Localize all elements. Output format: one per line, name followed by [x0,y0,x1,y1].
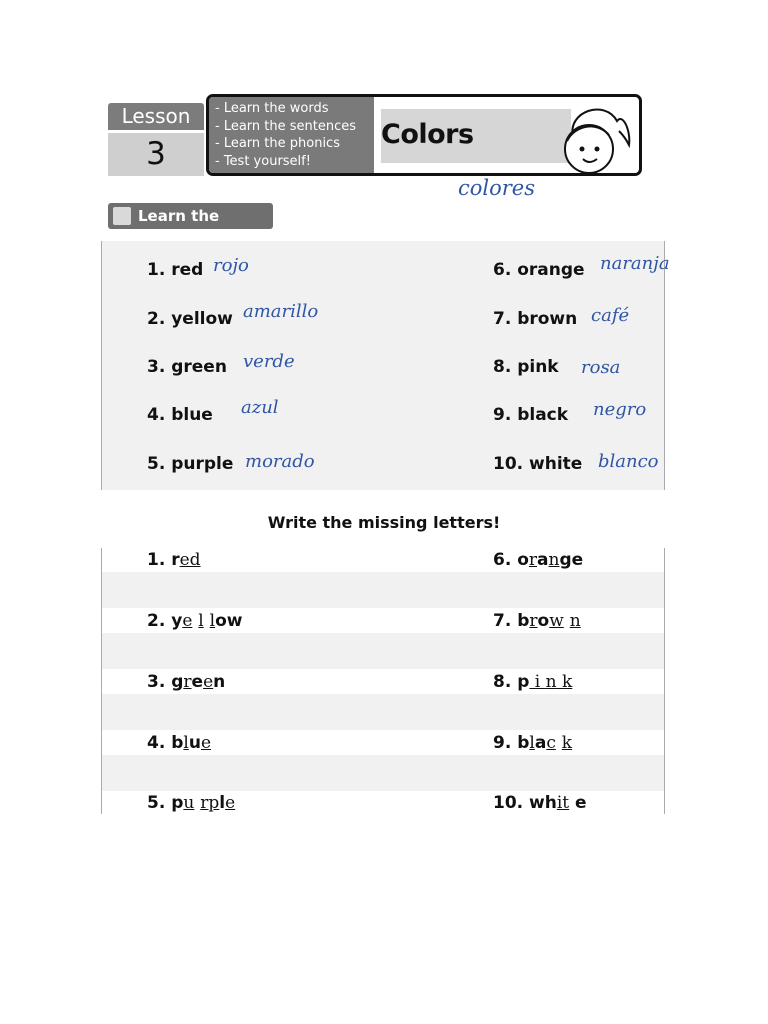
printed-letters: a [534,733,547,753]
filled-letters: k [556,672,573,692]
filled-letters: u [183,793,195,813]
filled-letters: l [198,611,204,631]
filled-letters: r [529,611,538,631]
printed-letters: b [171,733,184,753]
printed-letters: b [517,611,530,631]
word-translation: verde [243,351,295,372]
item-number: 2. [147,611,172,631]
item-number: 8. [493,672,518,692]
missing-letters-item [147,672,225,692]
filled-letters: it [556,793,570,813]
printed-letters: g [171,672,184,692]
filled-letters: k [561,733,573,753]
word-translation: azul [241,397,279,418]
row-band [102,755,664,791]
step-item: - Learn the phonics [215,136,340,151]
printed-letters: o [537,611,550,631]
word-label: 3. green [147,357,227,377]
printed-letters: wh [529,793,557,813]
filled-letters: w [549,611,564,631]
item-number: 10. [493,793,530,813]
filled-letters: e [200,733,211,753]
printed-letters: y [171,611,183,631]
filled-letters: r [183,672,192,692]
missing-letters-item [493,733,572,753]
word-translation: rosa [581,357,621,378]
printed-letters: p [517,672,530,692]
word-label: 1. red [147,260,204,280]
word-label: 5. purple [147,454,234,474]
item-number: 6. [493,550,518,570]
square-icon [113,207,131,225]
row-band [102,572,664,608]
step-item: - Test yourself! [215,153,311,169]
filled-letters: l [183,733,189,753]
word-translation: rojo [213,255,249,276]
word-translation: negro [593,399,647,420]
word-translation: naranja [600,253,670,274]
girl-face-icon [557,101,631,176]
word-label: 2. yellow [147,309,233,329]
step-item: - Learn the sentences [215,118,357,134]
item-number: 7. [493,611,518,631]
printed-letters: u [188,733,201,753]
lesson-box [108,103,204,176]
printed-letters: l [219,793,226,813]
filled-letters: n [545,672,557,692]
words-panel [101,241,670,490]
printed-letters: ge [559,550,584,570]
filled-letters: r [528,550,538,570]
word-label: 9. black [493,405,569,425]
filled-letters: e [182,611,193,631]
item-number: 3. [147,672,172,692]
row-band [102,694,664,730]
filled-letters: n [569,611,581,631]
printed-letters: o [517,550,529,570]
missing-letters-item [493,793,587,813]
missing-letters-item [493,672,572,692]
item-number: 1. [147,550,172,570]
missing-letters-item [493,550,583,570]
filled-letters: l [209,611,216,631]
filled-letters: ed [179,550,201,570]
word-translation: amarillo [243,301,319,322]
missing-letters-panel [101,548,665,814]
word-label: 7. brown [493,309,578,329]
printed-letters: e [569,793,587,813]
missing-letters-title: Write the missing letters! [267,513,501,532]
printed-letters: r [171,550,180,570]
lesson-number: 3 [108,133,204,176]
section-label: Learn the [138,207,220,225]
word-translation: blanco [598,451,659,472]
lesson-label: Lesson [108,103,204,130]
item-number: 5. [147,793,172,813]
lesson-steps [209,97,374,173]
step-item: - Learn the words [215,101,329,116]
filled-letters: rp [200,793,220,813]
learn-the-words-badge [108,203,273,229]
word-translation: morado [245,451,315,472]
word-translation: café [591,305,630,326]
missing-letters-item [147,793,235,813]
title-handwritten-translation: colores [458,176,536,200]
word-label: 8. pink [493,357,559,377]
missing-letters-item [147,550,201,570]
filled-letters: l [529,733,535,753]
page-title: Colors [381,119,474,150]
printed-letters: p [171,793,184,813]
filled-letters: e [225,793,236,813]
filled-letters: i [529,672,546,692]
printed-letters: n [213,672,226,692]
printed-letters: b [517,733,530,753]
printed-letters: a [537,550,549,570]
printed-letters: ow [215,611,243,631]
filled-letters: e [203,672,214,692]
filled-letters: n [548,550,560,570]
item-number: 4. [147,733,172,753]
word-label: 6. orange [493,260,585,280]
row-band [102,633,664,669]
missing-letters-item [147,733,211,753]
word-label: 4. blue [147,405,213,425]
missing-letters-item [147,611,242,631]
word-label: 10. white [493,454,583,474]
item-number: 9. [493,733,518,753]
lesson-header [206,94,642,176]
printed-letters: e [191,672,204,692]
missing-letters-item [493,611,581,631]
filled-letters: c [546,733,556,753]
